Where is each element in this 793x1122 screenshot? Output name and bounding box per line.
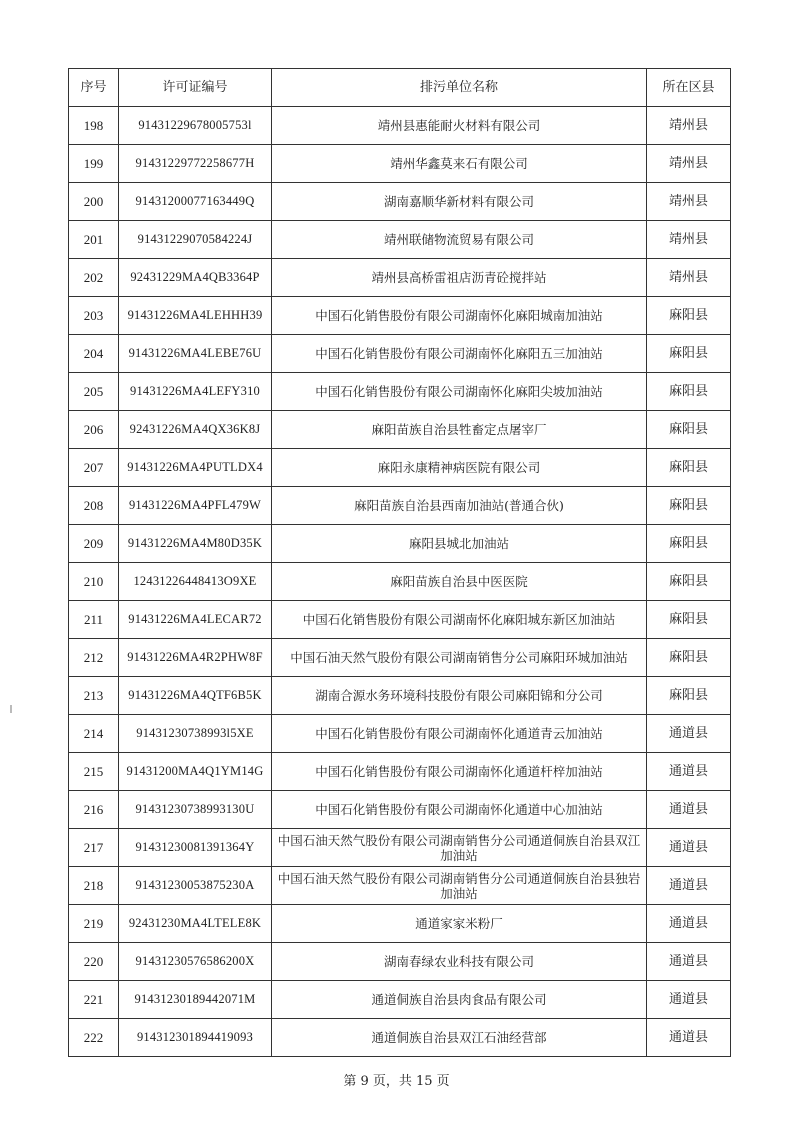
cell-license: 91431226MA4LECAR72 <box>119 601 272 639</box>
cell-county: 通道县 <box>647 905 731 943</box>
cell-license: 91431226MA4QTF6B5K <box>119 677 272 715</box>
cell-name: 麻阳苗族自治县中医医院 <box>272 563 647 601</box>
permit-table-container <box>68 68 730 1057</box>
cell-county: 麻阳县 <box>647 563 731 601</box>
table-row <box>69 829 731 867</box>
cell-license: 91431226MA4PFL479W <box>119 487 272 525</box>
table-row <box>69 677 731 715</box>
cell-license: 91431226MA4LEFY310 <box>119 373 272 411</box>
table-row <box>69 373 731 411</box>
cell-name: 湖南合源水务环境科技股份有限公司麻阳锦和分公司 <box>272 677 647 715</box>
table-row <box>69 449 731 487</box>
cell-name: 中国石油天然气股份有限公司湖南销售分公司麻阳环城加油站 <box>272 639 647 677</box>
table-row <box>69 791 731 829</box>
cell-county: 靖州县 <box>647 221 731 259</box>
cell-no: 200 <box>69 183 119 221</box>
page-footer: 第 9 页，共 15 页 <box>343 1074 450 1089</box>
cell-no: 218 <box>69 867 119 905</box>
cell-name: 通道侗族自治县双江石油经营部 <box>272 1019 647 1057</box>
cell-name: 中国石化销售股份有限公司湖南怀化麻阳五三加油站 <box>272 335 647 373</box>
cell-license: 91431230738993130U <box>119 791 272 829</box>
cell-county: 通道县 <box>647 943 731 981</box>
cell-name: 靖州联储物流贸易有限公司 <box>272 221 647 259</box>
cell-county: 靖州县 <box>647 183 731 221</box>
cell-no: 221 <box>69 981 119 1019</box>
cell-name: 中国石油天然气股份有限公司湖南销售分公司通道侗族自治县独岩加油站 <box>272 867 647 905</box>
cell-name: 靖州县惠能耐火材料有限公司 <box>272 107 647 145</box>
cell-name: 中国石化销售股份有限公司湖南怀化麻阳城东新区加油站 <box>272 601 647 639</box>
table-row <box>69 297 731 335</box>
table-row <box>69 259 731 297</box>
cell-no: 209 <box>69 525 119 563</box>
cell-name: 靖州县高桥雷祖店沥青砼搅拌站 <box>272 259 647 297</box>
header-name: 排污单位名称 <box>272 69 647 107</box>
cell-no: 213 <box>69 677 119 715</box>
header-no: 序号 <box>69 69 119 107</box>
cell-name: 中国石油天然气股份有限公司湖南销售分公司通道侗族自治县双江加油站 <box>272 829 647 867</box>
cell-license: 91431226MA4PUTLDX4 <box>119 449 272 487</box>
cell-license: 91431226MA4LEBE76U <box>119 335 272 373</box>
cell-license: 91431230081391364Y <box>119 829 272 867</box>
cell-no: 208 <box>69 487 119 525</box>
cell-county: 通道县 <box>647 1019 731 1057</box>
permit-table <box>68 68 731 1057</box>
cell-county: 麻阳县 <box>647 525 731 563</box>
cell-county: 麻阳县 <box>647 411 731 449</box>
cell-license: 91431229678005753l <box>119 107 272 145</box>
table-row <box>69 943 731 981</box>
table-row <box>69 753 731 791</box>
cell-license: 91431226MA4M80D35K <box>119 525 272 563</box>
table-row <box>69 411 731 449</box>
header-row <box>69 69 731 107</box>
cell-no: 206 <box>69 411 119 449</box>
cell-county: 通道县 <box>647 753 731 791</box>
cell-county: 麻阳县 <box>647 639 731 677</box>
cell-county: 靖州县 <box>647 107 731 145</box>
cell-county: 通道县 <box>647 791 731 829</box>
cell-county: 麻阳县 <box>647 335 731 373</box>
cell-name: 中国石化销售股份有限公司湖南怀化通道中心加油站 <box>272 791 647 829</box>
cell-no: 219 <box>69 905 119 943</box>
cell-county: 麻阳县 <box>647 297 731 335</box>
cell-no: 217 <box>69 829 119 867</box>
cell-county: 通道县 <box>647 715 731 753</box>
cell-no: 207 <box>69 449 119 487</box>
cell-name: 中国石化销售股份有限公司湖南怀化麻阳尖坡加油站 <box>272 373 647 411</box>
cell-license: 92431229MA4QB3364P <box>119 259 272 297</box>
cell-name: 麻阳县城北加油站 <box>272 525 647 563</box>
table-row <box>69 487 731 525</box>
table-row <box>69 981 731 1019</box>
table-row <box>69 563 731 601</box>
cell-name: 麻阳苗族自治县牲畜定点屠宰厂 <box>272 411 647 449</box>
table-row <box>69 335 731 373</box>
cell-no: 202 <box>69 259 119 297</box>
table-row <box>69 145 731 183</box>
cell-name: 靖州华鑫莫来石有限公司 <box>272 145 647 183</box>
table-row <box>69 221 731 259</box>
cell-no: 199 <box>69 145 119 183</box>
cell-no: 198 <box>69 107 119 145</box>
cell-license: 91431226MA4LEHHH39 <box>119 297 272 335</box>
cell-county: 麻阳县 <box>647 677 731 715</box>
table-row <box>69 601 731 639</box>
header-county: 所在区县 <box>647 69 731 107</box>
table-row <box>69 639 731 677</box>
cell-name: 通道家家米粉厂 <box>272 905 647 943</box>
cell-no: 210 <box>69 563 119 601</box>
cell-license: 91431230053875230A <box>119 867 272 905</box>
table-row <box>69 183 731 221</box>
cell-license: 92431226MA4QX36K8J <box>119 411 272 449</box>
cell-license: 92431230MA4LTELE8K <box>119 905 272 943</box>
scan-margin-mark <box>10 705 12 713</box>
cell-no: 220 <box>69 943 119 981</box>
cell-county: 靖州县 <box>647 259 731 297</box>
cell-license: 12431226448413O9XE <box>119 563 272 601</box>
cell-no: 205 <box>69 373 119 411</box>
table-body <box>69 107 731 1057</box>
cell-license: 91431200077163449Q <box>119 183 272 221</box>
cell-no: 214 <box>69 715 119 753</box>
cell-name: 湖南嘉顺华新材料有限公司 <box>272 183 647 221</box>
cell-county: 通道县 <box>647 829 731 867</box>
cell-no: 204 <box>69 335 119 373</box>
cell-no: 203 <box>69 297 119 335</box>
cell-county: 靖州县 <box>647 145 731 183</box>
cell-license: 91431200MA4Q1YM14G <box>119 753 272 791</box>
cell-name: 麻阳永康精神病医院有限公司 <box>272 449 647 487</box>
table-row <box>69 905 731 943</box>
cell-name: 中国石化销售股份有限公司湖南怀化麻阳城南加油站 <box>272 297 647 335</box>
table-row <box>69 107 731 145</box>
cell-county: 通道县 <box>647 981 731 1019</box>
cell-license: 91431230576586200X <box>119 943 272 981</box>
cell-name: 湖南春绿农业科技有限公司 <box>272 943 647 981</box>
cell-license: 91431230738993l5XE <box>119 715 272 753</box>
cell-name: 通道侗族自治县肉食品有限公司 <box>272 981 647 1019</box>
cell-county: 麻阳县 <box>647 449 731 487</box>
cell-name: 中国石化销售股份有限公司湖南怀化通道杆梓加油站 <box>272 753 647 791</box>
table-header <box>69 69 731 107</box>
cell-county: 麻阳县 <box>647 373 731 411</box>
header-license: 许可证编号 <box>119 69 272 107</box>
table-row <box>69 1019 731 1057</box>
cell-no: 211 <box>69 601 119 639</box>
cell-license: 91431230189441909З <box>119 1019 272 1057</box>
table-row <box>69 715 731 753</box>
cell-no: 222 <box>69 1019 119 1057</box>
cell-license: 91431226MA4R2PHW8F <box>119 639 272 677</box>
table-row <box>69 525 731 563</box>
cell-license: 91431229772258677H <box>119 145 272 183</box>
cell-license: 91431229070584224J <box>119 221 272 259</box>
cell-county: 麻阳县 <box>647 601 731 639</box>
cell-no: 216 <box>69 791 119 829</box>
cell-county: 麻阳县 <box>647 487 731 525</box>
table-row <box>69 867 731 905</box>
cell-name: 麻阳苗族自治县西南加油站(普通合伙) <box>272 487 647 525</box>
cell-no: 215 <box>69 753 119 791</box>
cell-license: 91431230189442071M <box>119 981 272 1019</box>
cell-name: 中国石化销售股份有限公司湖南怀化通道青云加油站 <box>272 715 647 753</box>
cell-no: 201 <box>69 221 119 259</box>
cell-county: 通道县 <box>647 867 731 905</box>
cell-no: 212 <box>69 639 119 677</box>
